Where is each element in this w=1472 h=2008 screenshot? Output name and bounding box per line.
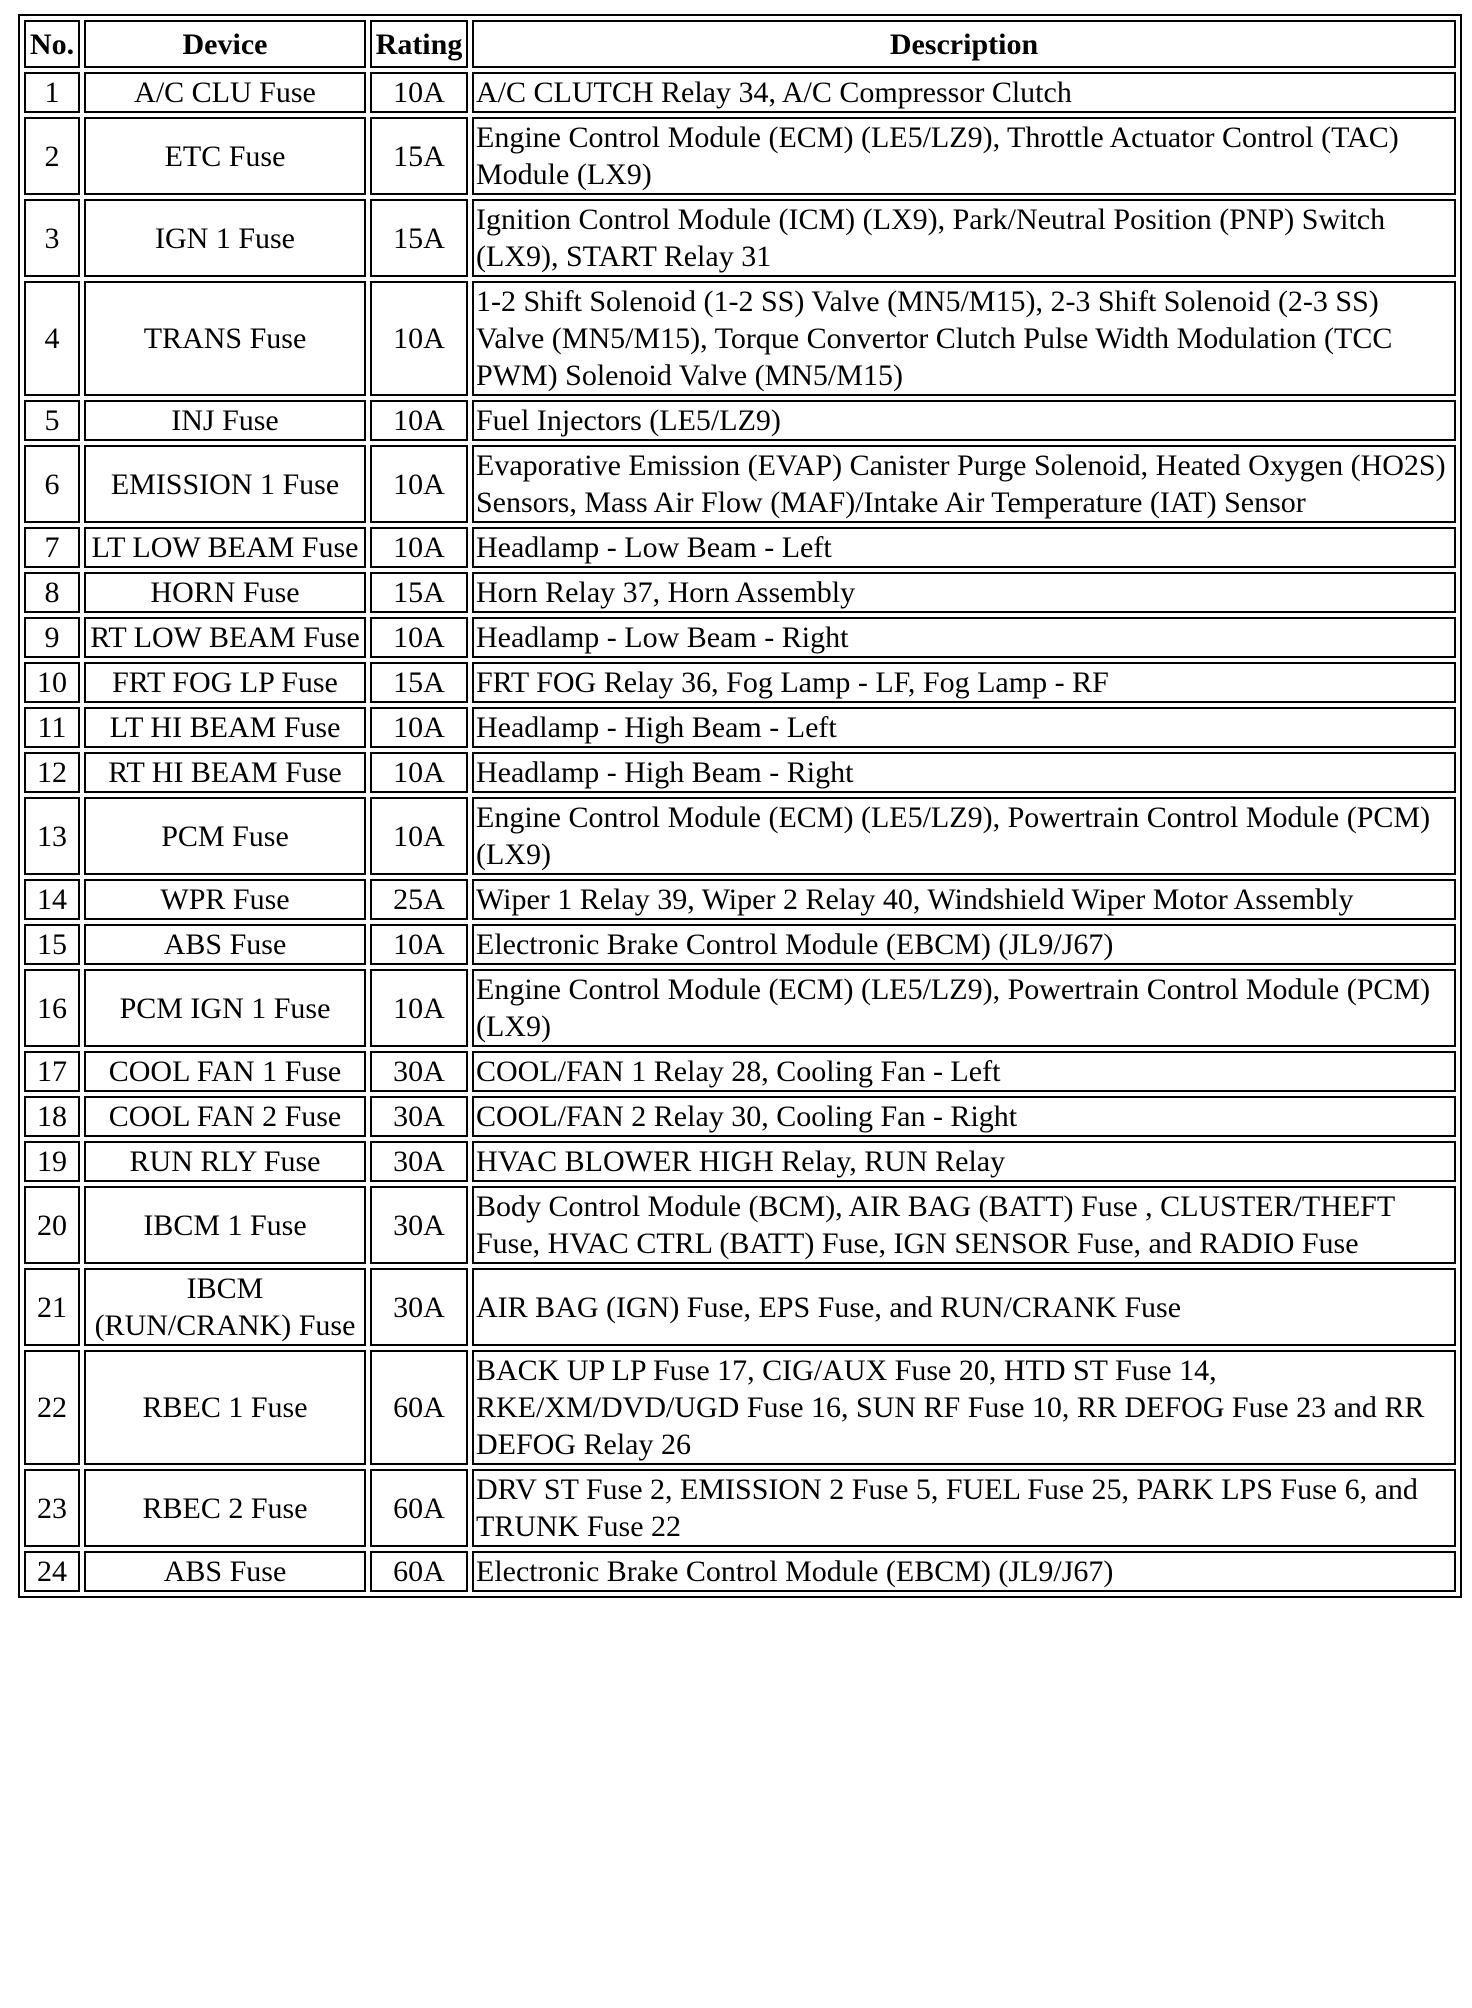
table-row: [24, 1268, 1456, 1346]
table-row: [24, 199, 1456, 277]
cell-description: Engine Control Module (ECM) (LE5/LZ9), Powertrain Control Module (PCM) (LX9): [472, 797, 1456, 875]
table-row: [24, 879, 1456, 920]
cell-no: 24: [24, 1551, 80, 1592]
table-row: [24, 1141, 1456, 1182]
cell-description: A/C CLUTCH Relay 34, A/C Compressor Clutch: [472, 72, 1456, 113]
table-row: [24, 400, 1456, 441]
cell-rating: 15A: [370, 199, 468, 277]
cell-description: Headlamp - High Beam - Right: [472, 752, 1456, 793]
cell-device: FRT FOG LP Fuse: [84, 662, 366, 703]
cell-no: 5: [24, 400, 80, 441]
cell-description: Engine Control Module (ECM) (LE5/LZ9), Powertrain Control Module (PCM) (LX9): [472, 969, 1456, 1047]
cell-description: 1-2 Shift Solenoid (1-2 SS) Valve (MN5/M15), 2-3 Shift Solenoid (2-3 SS) Valve (MN5/M15), Torque Convertor Clutch Pulse Width Modulation (TCC PWM) Solenoid Valve (MN5/M15): [472, 281, 1456, 396]
cell-rating: 10A: [370, 752, 468, 793]
cell-description: AIR BAG (IGN) Fuse, EPS Fuse, and RUN/CRANK Fuse: [472, 1268, 1456, 1346]
cell-description: Body Control Module (BCM), AIR BAG (BATT) Fuse , CLUSTER/THEFT Fuse, HVAC CTRL (BATT) Fuse, IGN SENSOR Fuse, and RADIO Fuse: [472, 1186, 1456, 1264]
fuse-table: [20, 16, 1460, 1596]
cell-rating: 10A: [370, 707, 468, 748]
cell-rating: 60A: [370, 1469, 468, 1547]
cell-rating: 10A: [370, 400, 468, 441]
cell-description: Wiper 1 Relay 39, Wiper 2 Relay 40, Windshield Wiper Motor Assembly: [472, 879, 1456, 920]
cell-device: COOL FAN 1 Fuse: [84, 1051, 366, 1092]
cell-rating: 10A: [370, 924, 468, 965]
cell-no: 1: [24, 72, 80, 113]
cell-no: 16: [24, 969, 80, 1047]
cell-no: 17: [24, 1051, 80, 1092]
cell-device: PCM Fuse: [84, 797, 366, 875]
cell-no: 20: [24, 1186, 80, 1264]
cell-no: 13: [24, 797, 80, 875]
header-device: Device: [84, 20, 366, 68]
cell-rating: 30A: [370, 1268, 468, 1346]
cell-device: IBCM 1 Fuse: [84, 1186, 366, 1264]
table-row: [24, 1469, 1456, 1547]
cell-rating: 15A: [370, 572, 468, 613]
cell-device: HORN Fuse: [84, 572, 366, 613]
cell-rating: 30A: [370, 1096, 468, 1137]
cell-device: ABS Fuse: [84, 1551, 366, 1592]
table-row: [24, 969, 1456, 1047]
cell-no: 9: [24, 617, 80, 658]
cell-rating: 15A: [370, 662, 468, 703]
fuse-table-container: [18, 14, 1462, 1598]
cell-device: PCM IGN 1 Fuse: [84, 969, 366, 1047]
table-row: [24, 707, 1456, 748]
cell-device: ABS Fuse: [84, 924, 366, 965]
cell-rating: 10A: [370, 281, 468, 396]
table-row: [24, 1096, 1456, 1137]
cell-no: 15: [24, 924, 80, 965]
cell-no: 4: [24, 281, 80, 396]
table-row: [24, 1551, 1456, 1592]
cell-device: COOL FAN 2 Fuse: [84, 1096, 366, 1137]
header-no: No.: [24, 20, 80, 68]
table-row: [24, 797, 1456, 875]
cell-description: Headlamp - Low Beam - Right: [472, 617, 1456, 658]
table-row: [24, 117, 1456, 195]
cell-no: 14: [24, 879, 80, 920]
cell-rating: 60A: [370, 1551, 468, 1592]
cell-rating: 30A: [370, 1051, 468, 1092]
cell-description: Headlamp - High Beam - Left: [472, 707, 1456, 748]
header-description: Description: [472, 20, 1456, 68]
cell-device: TRANS Fuse: [84, 281, 366, 396]
cell-rating: 10A: [370, 72, 468, 113]
cell-no: 22: [24, 1350, 80, 1465]
cell-device: A/C CLU Fuse: [84, 72, 366, 113]
cell-no: 21: [24, 1268, 80, 1346]
cell-description: HVAC BLOWER HIGH Relay, RUN Relay: [472, 1141, 1456, 1182]
cell-description: Ignition Control Module (ICM) (LX9), Park/Neutral Position (PNP) Switch (LX9), START Relay 31: [472, 199, 1456, 277]
cell-description: Fuel Injectors (LE5/LZ9): [472, 400, 1456, 441]
cell-no: 11: [24, 707, 80, 748]
cell-device: WPR Fuse: [84, 879, 366, 920]
cell-description: FRT FOG Relay 36, Fog Lamp - LF, Fog Lamp - RF: [472, 662, 1456, 703]
table-row: [24, 445, 1456, 523]
cell-device: EMISSION 1 Fuse: [84, 445, 366, 523]
table-row: [24, 572, 1456, 613]
cell-device: IGN 1 Fuse: [84, 199, 366, 277]
table-row: [24, 617, 1456, 658]
cell-description: Headlamp - Low Beam - Left: [472, 527, 1456, 568]
cell-device: LT HI BEAM Fuse: [84, 707, 366, 748]
cell-description: Engine Control Module (ECM) (LE5/LZ9), Throttle Actuator Control (TAC) Module (LX9): [472, 117, 1456, 195]
cell-no: 10: [24, 662, 80, 703]
table-row: [24, 527, 1456, 568]
table-row: [24, 1186, 1456, 1264]
cell-rating: 10A: [370, 527, 468, 568]
cell-rating: 10A: [370, 797, 468, 875]
cell-description: Horn Relay 37, Horn Assembly: [472, 572, 1456, 613]
cell-no: 19: [24, 1141, 80, 1182]
table-row: [24, 72, 1456, 113]
cell-rating: 25A: [370, 879, 468, 920]
table-row: [24, 752, 1456, 793]
table-row: [24, 924, 1456, 965]
cell-device: RBEC 1 Fuse: [84, 1350, 366, 1465]
cell-no: 8: [24, 572, 80, 613]
cell-rating: 60A: [370, 1350, 468, 1465]
cell-description: Evaporative Emission (EVAP) Canister Purge Solenoid, Heated Oxygen (HO2S) Sensors, Mass Air Flow (MAF)/Intake Air Temperature (IAT) Sensor: [472, 445, 1456, 523]
cell-description: COOL/FAN 2 Relay 30, Cooling Fan - Right: [472, 1096, 1456, 1137]
cell-no: 2: [24, 117, 80, 195]
header-rating: Rating: [370, 20, 468, 68]
cell-device: ETC Fuse: [84, 117, 366, 195]
cell-rating: 30A: [370, 1186, 468, 1264]
cell-rating: 10A: [370, 969, 468, 1047]
cell-rating: 10A: [370, 445, 468, 523]
cell-device: RUN RLY Fuse: [84, 1141, 366, 1182]
cell-device: RT HI BEAM Fuse: [84, 752, 366, 793]
table-row: [24, 1051, 1456, 1092]
cell-rating: 15A: [370, 117, 468, 195]
cell-no: 7: [24, 527, 80, 568]
cell-no: 6: [24, 445, 80, 523]
cell-rating: 30A: [370, 1141, 468, 1182]
cell-no: 18: [24, 1096, 80, 1137]
cell-device: LT LOW BEAM Fuse: [84, 527, 366, 568]
cell-description: Electronic Brake Control Module (EBCM) (JL9/J67): [472, 924, 1456, 965]
cell-description: COOL/FAN 1 Relay 28, Cooling Fan - Left: [472, 1051, 1456, 1092]
cell-device: RBEC 2 Fuse: [84, 1469, 366, 1547]
table-row: [24, 662, 1456, 703]
cell-description: DRV ST Fuse 2, EMISSION 2 Fuse 5, FUEL Fuse 25, PARK LPS Fuse 6, and TRUNK Fuse 22: [472, 1469, 1456, 1547]
cell-device: RT LOW BEAM Fuse: [84, 617, 366, 658]
table-header-row: [24, 20, 1456, 68]
cell-description: Electronic Brake Control Module (EBCM) (JL9/J67): [472, 1551, 1456, 1592]
table-row: [24, 281, 1456, 396]
table-body: [24, 72, 1456, 1592]
table-row: [24, 1350, 1456, 1465]
cell-device: INJ Fuse: [84, 400, 366, 441]
cell-no: 3: [24, 199, 80, 277]
cell-device: IBCM (RUN/CRANK) Fuse: [84, 1268, 366, 1346]
cell-no: 12: [24, 752, 80, 793]
cell-description: BACK UP LP Fuse 17, CIG/AUX Fuse 20, HTD ST Fuse 14, RKE/XM/DVD/UGD Fuse 16, SUN RF Fuse 10, RR DEFOG Fuse 23 and RR DEFOG Relay 26: [472, 1350, 1456, 1465]
cell-no: 23: [24, 1469, 80, 1547]
cell-rating: 10A: [370, 617, 468, 658]
